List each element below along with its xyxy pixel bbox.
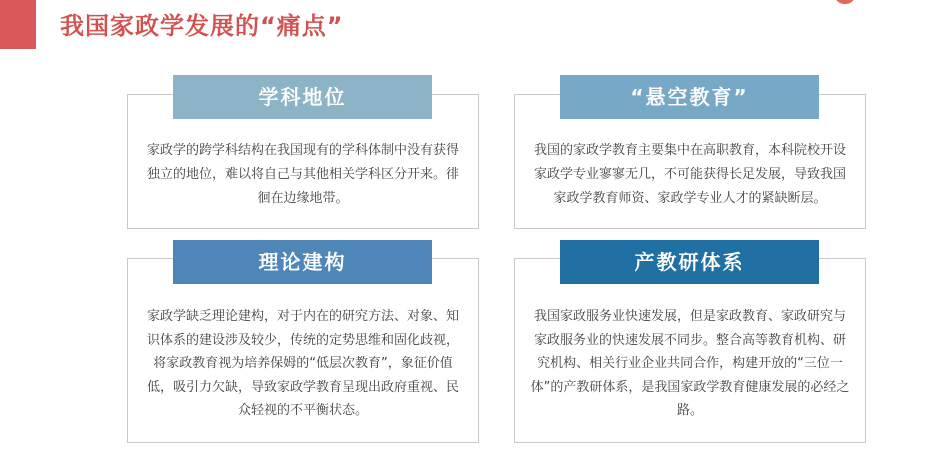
card-text: 家政学缺乏理论建构，对于内在的研究方法、对象、知识体系的建设涉及较少，传统的定势思维和固化歧视，将家政教育视为培养保姆的“低层次教育”，象征价值低，吸引力欠缺，导致家政学教育呈现出政府重视、民众轻视的不平衡状态。 (146, 309, 459, 418)
card-heading: 学科地位 (173, 75, 432, 119)
card-heading: “悬空教育” (560, 75, 819, 119)
page-title: 我国家政学发展的“痛点” (60, 12, 344, 40)
corner-decoration (836, 0, 854, 4)
card-theory-construction (127, 258, 479, 443)
card-heading: 产教研体系 (560, 240, 819, 284)
card-industry-education-research (514, 258, 866, 443)
card-text: 我国家政服务业快速发展，但是家政教育、家政研究与家政服务业的快速发展不同步。整合高等教育机构、研究机构、相关行业企业共同合作，构建开放的“三位一体”的产教研体系，是我国家政学教育健康发展的必经之路。 (530, 309, 850, 418)
card-text: 我国的家政学教育主要集中在高职教育，本科院校开设家政学专业寥寥无几，不可能获得长足发展，导致我国家政学教育师资、家政学专业人才的紧缺断层。 (533, 143, 846, 206)
card-text: 家政学的跨学科结构在我国现有的学科体制中没有获得独立的地位，难以将自己与其他相关学科区分开来。徘徊在边缘地带。 (146, 143, 459, 206)
card-heading: 理论建构 (173, 240, 432, 284)
title-accent-bar (0, 0, 36, 49)
